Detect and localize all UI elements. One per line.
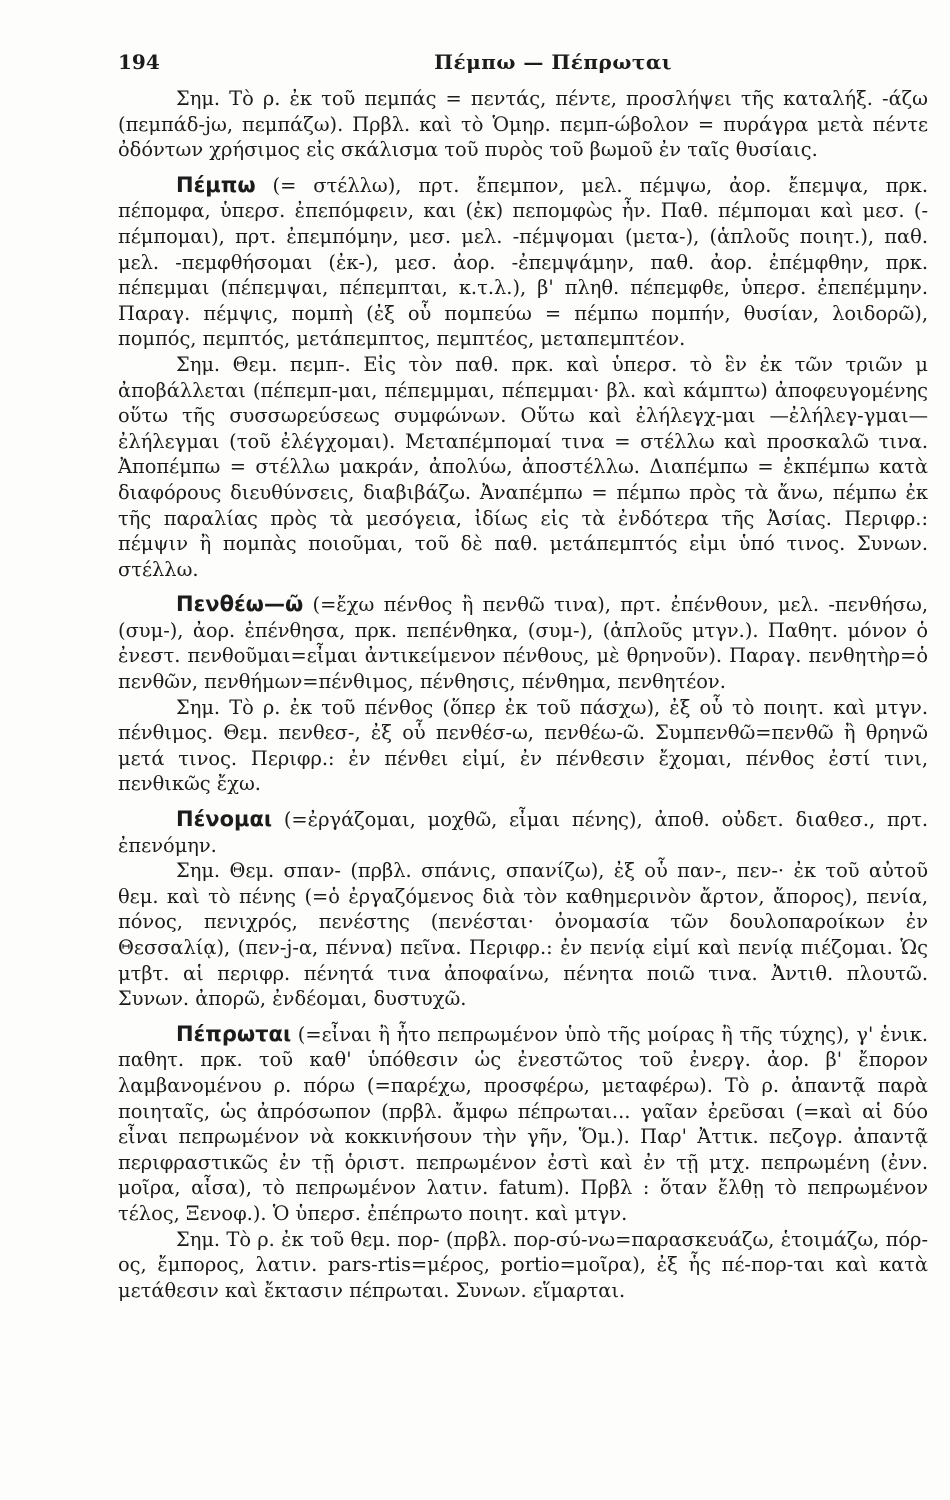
note-paragraph: Σημ. Τὸ ρ. ἐκ τοῦ θεμ. πορ- (πρβλ. πορ-σύ-νω=παρασκευάζω, ἑτοιμάζω, πόρ-ος, ἔμπορος, λατιν. pars-rtis=μέρος, portio=μοῖρα), ἐξ ἧς πέ-πορ-ται καὶ κατὰ μετάθεσιν καὶ ἔκτασιν πέπρωται. Συνων. εἵμαρται. <box>118 1227 928 1302</box>
entry-headword: Πέπρωται <box>176 1021 292 1046</box>
entries <box>118 86 928 1303</box>
entry-body: (=ἐργάζομαι, μοχθῶ, εἶμαι πένης), ἀποθ. οὐδετ. διαθεσ., πρτ. ἐπενόμην. <box>118 808 928 857</box>
note-paragraph: Σημ. Θεμ. σπαν- (πρβλ. σπάνις, σπανίζω), ἐξ οὗ παν-, πεν-· ἐκ τοῦ αὐτοῦ θεμ. καὶ τὸ πένης (=ὁ ἐργαζόμενος διὰ τὸν καθημερινὸν ἄρτον, ἄπορος), πενία, πόνος, πενιχρός, πενέστης (πενέσται· ὀνομασία τῶν δουλοπαροίκων ἐν Θεσσαλίᾳ), (πεν-j-α, πέννα) πεῖνα. Περιφρ.: ἐν πενίᾳ εἰμί καὶ πενίᾳ πιέζομαι. Ὡς μτβτ. αἱ περιφρ. πένητά τινα ἀποφαίνω, πένητα ποιῶ τινα. Ἀντιθ. πλουτῶ. Συνων. ἀπορῶ, ἐνδέομαι, δυστυχῶ. <box>118 859 928 1011</box>
note-paragraph: Σημ. Τὸ ρ. ἐκ τοῦ πεμπάς = πεντάς, πέντε, προσλήψει τῆς καταλήξ. -άζω (πεμπάδ-jω, πεμπάζω). Πρβλ. καὶ τὸ Ὁμηρ. πεμπ-ώβολον = πυράγρα μετὰ πέντε ὀδόντων χρήσιμος εἰς σκάλισμα τοῦ πυρὸς τοῦ βωμοῦ ἐν ταῖς θυσίαις. <box>118 87 928 162</box>
entry-body: (=εἶναι ἢ ἦτο πεπρωμένον ὑπὸ τῆς μοίρας ἢ τῆς τύχης), γ' ἑνικ. παθητ. πρκ. τοῦ καθ' ὑπόθεσιν ὡς ἐνεστῶτος τοῦ ἐνεργ. ἀορ. β' ἔπορον λαμβανομένου ρ. πόρω (=παρέχω, προσφέρω, μεταφέρω). Τὸ ρ. ἀπαντᾷ παρὰ ποιηταῖς, ὡς ἀπρόσωπον (πρβλ. ἄμφω πέπρωται... γαῖαν ἐρεῦσαι (=καὶ αἱ δύο εἶναι πεπρωμένον νὰ κοκκινήσουν τὴν γῆν, Ὅμ.). Παρ' Ἀττικ. πεζογρ. ἀπαντᾷ περιφραστικῶς ἐν τῇ ὁριστ. πεπρωμένον ἐστὶ καὶ ἐν τῇ μτχ. πεπρωμένη (ἐνν. μοῖρα, αἶσα), τὸ πεπρωμένον λατιν. fatum). Πρβλ : ὅταν ἔλθῃ τὸ πεπρωμένον τέλος, Ξενοφ.). Ὁ ὑπερσ. ἐπέπρωτο ποιητ. καὶ μτγν. <box>118 1022 928 1225</box>
entry-headword: Πένομαι <box>176 807 273 832</box>
entry-body: (= στέλλω), πρτ. ἔπεμπον, μελ. πέμψω, ἀορ. ἔπεμψα, πρκ. πέπομφα, ὑπερσ. ἐπεπόμφειν, και (ἐκ) πεπομφὼς ἦν. Παθ. πέμπομαι καὶ μεσ. (-πέμπομαι), πρτ. ἐπεμπόμην, μεσ. μελ. -πέμψομαι (μετα-), (ἁπλοῦς ποιητ.), παθ. μελ. -πεμφθήσομαι (ἐκ-), μεσ. ἀορ. -ἐπεμψάμην, παθ. ἀορ. ἐπέμφθην, πρκ. πέπεμμαι (πέπεμψαι, πέπεμπται, κ.τ.λ.), β' πληθ. πέπεμφθε, ὑπερσ. ἐπεπέμμην. Παραγ. πέμψις, πομπὴ (ἐξ οὗ πομπεύω = πέμπω πομπήν, θυσίαν, λοιδορῶ), πομπός, πεμπτός, μετάπεμπτος, πεμπτέος, μεταπεμπτέον. <box>118 173 928 351</box>
entry-headword: Πενθέω—ῶ <box>176 592 304 617</box>
note-paragraph: Σημ. Τὸ ρ. ἐκ τοῦ πένθος (ὅπερ ἐκ τοῦ πάσχω), ἐξ οὗ τὸ ποιητ. καὶ μτγν. πένθιμος. Θεμ. πενθεσ-, ἐξ οὗ πενθέσ-ω, πενθέω-ῶ. Συμπενθῶ=πενθῶ ἢ θρηνῶ μετά τινος. Περιφρ.: ἐν πένθει εἰμί, ἐν πένθεσιν ἔχομαι, πένθος ἐστί τινι, πενθικῶς ἔχω. <box>118 695 928 796</box>
note-paragraph: Σημ. Θεμ. πεμπ-. Εἰς τὸν παθ. πρκ. καὶ ὑπερσ. τὸ ἓν ἐκ τῶν τριῶν μ ἀποβάλλεται (πέπεμπ-μαι, πέπεμμμαι, πέπεμμαι· βλ. καὶ κάμπτω) ἀποφευγομένης οὕτω τῆς συσσωρεύσεως συμφώνων. Οὕτω καὶ ἐλήλεγχ-μαι —ἐλήλεγ-γμαι—ἐλήλεγμαι (τοῦ ἐλέγχομαι). Μεταπέμπομαί τινα = στέλλω καὶ προσκαλῶ τινα. Ἀποπέμπω = στέλλω μακράν, ἀπολύω, ἀποστέλλω. Διαπέμπω = ἐκπέμπω κατὰ διαφόρους διευθύνσεις, διαβιβάζω. Ἀναπέμπω = πέμπω πρὸς τὰ ἄνω, πέμπω ἐκ τῆς παραλίας πρὸς τὰ μεσόγεια, ἰδίως εἰς τὰ ἐνδότερα τῆς Ἀσίας. Περιφρ.: πέμψιν ἢ πομπὰς ποιοῦμαι, τοῦ δὲ παθ. μετάπεμπτός εἰμι ὑπό τινος. Συνων. στέλλω. <box>118 352 928 581</box>
entry-headword: Πέμπω <box>176 172 256 197</box>
page-number: 194 <box>118 50 160 74</box>
entry-body: (=ἔχω πένθος ἢ πενθῶ τινα), πρτ. ἐπένθουν, μελ. -πενθήσω, (συμ-), ἀορ. ἐπένθησα, πρκ. πεπένθηκα, (συμ-), (ἁπλοῦς μτγν.). Παθητ. μόνον ὁ ἐνεστ. πενθοῦμαι=εἶμαι ἀντικείμενον πένθους, μὲ θρηνοῦν). Παραγ. πενθητὴρ=ὁ πενθῶν, πενθήμων=πένθιμος, πένθησις, πένθημα, πενθητέον. <box>118 593 928 694</box>
entry-paragraph <box>118 173 928 352</box>
page-header <box>118 50 928 86</box>
entry-paragraph <box>118 1022 928 1227</box>
entry-paragraph <box>118 592 928 694</box>
running-head: Πέμπω — Πέπρωται <box>434 50 672 74</box>
entry-paragraph <box>118 807 928 858</box>
